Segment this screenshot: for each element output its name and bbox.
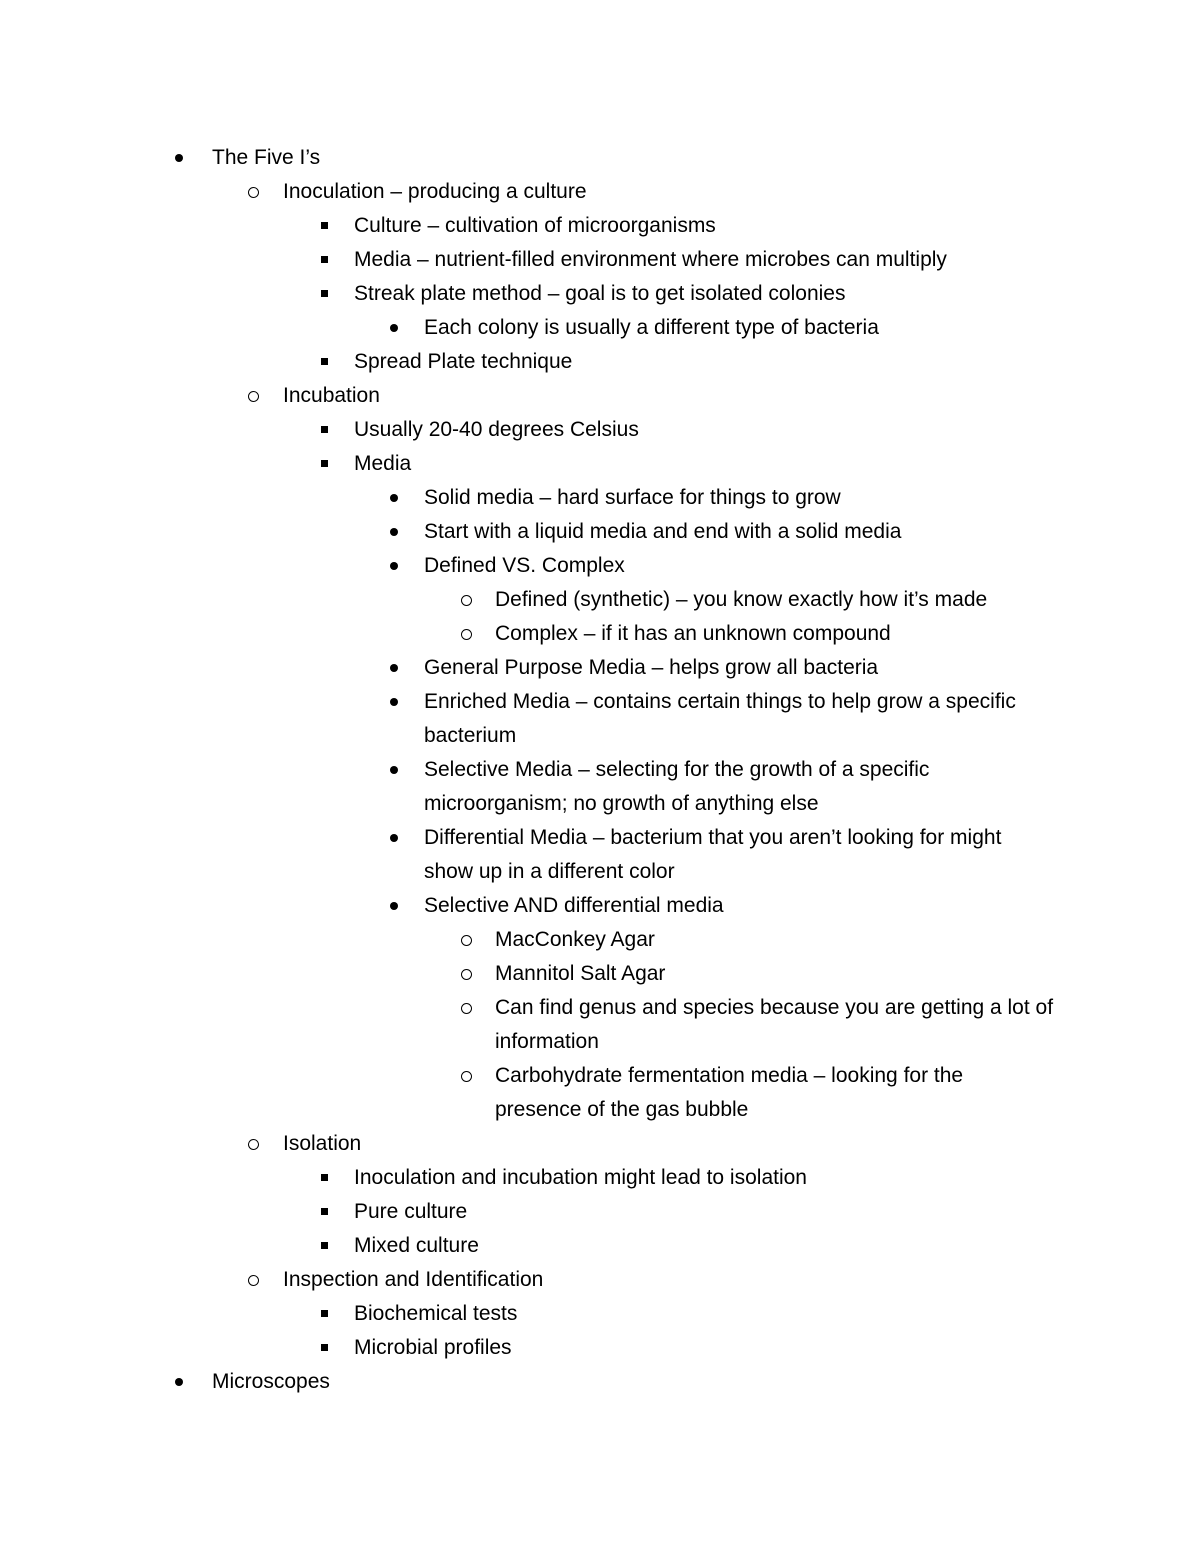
- outline-item-text: Defined (synthetic) – you know exactly how it’s made: [495, 588, 988, 611]
- square-bullet-icon: [320, 447, 340, 481]
- disc-bullet-icon: [388, 753, 408, 787]
- square-bullet-icon: [320, 1331, 340, 1365]
- outline-item-text: Pure culture: [354, 1200, 468, 1223]
- outline-item-text: General Purpose Media – helps grow all bacteria: [424, 656, 879, 679]
- disc-bullet-icon: [173, 141, 193, 175]
- outline-item-text: Inoculation and incubation might lead to isolation: [354, 1166, 807, 1189]
- bulleted-outline: [0, 141, 1200, 1399]
- square-bullet-icon: [320, 413, 340, 447]
- disc-bullet-icon: [173, 1365, 193, 1399]
- outline-item-text: Spread Plate technique: [354, 350, 573, 373]
- outline-item-text: Carbohydrate fermentation media – looking for the presence of the gas bubble: [495, 1064, 964, 1121]
- outline-item: [0, 1229, 1200, 1263]
- outline-item-text: Biochemical tests: [354, 1302, 518, 1325]
- outline-item: [0, 311, 1200, 345]
- outline-item: [0, 515, 1200, 549]
- outline-item-text: Microbial profiles: [354, 1336, 512, 1359]
- disc-bullet-icon: [388, 481, 408, 515]
- outline-item: [0, 447, 1200, 481]
- disc-bullet-icon: [388, 821, 408, 855]
- outline-item: [0, 1161, 1200, 1195]
- outline-item: [0, 991, 1200, 1059]
- outline-item: [0, 345, 1200, 379]
- outline-item-text: The Five I’s: [212, 146, 321, 169]
- outline-item-text: Media: [354, 452, 412, 475]
- outline-item-text: Selective Media – selecting for the growth of a specific microorganism; no growth of anything else: [424, 758, 930, 815]
- outline-item-text: Mannitol Salt Agar: [495, 962, 666, 985]
- circle-bullet-icon: [460, 583, 480, 617]
- circle-bullet-icon: [247, 1127, 267, 1161]
- circle-bullet-icon: [460, 991, 480, 1025]
- circle-bullet-icon: [460, 957, 480, 991]
- disc-bullet-icon: [388, 685, 408, 719]
- outline-item: [0, 141, 1200, 175]
- square-bullet-icon: [320, 243, 340, 277]
- outline-item: [0, 1297, 1200, 1331]
- outline-item: [0, 753, 1200, 821]
- outline-item-text: Differential Media – bacterium that you aren’t looking for might show up in a different color: [424, 826, 1002, 883]
- outline-item-text: Streak plate method – goal is to get isolated colonies: [354, 282, 846, 305]
- disc-bullet-icon: [388, 515, 408, 549]
- disc-bullet-icon: [388, 651, 408, 685]
- outline-item-text: Complex – if it has an unknown compound: [495, 622, 891, 645]
- outline-item: [0, 481, 1200, 515]
- outline-item-text: Start with a liquid media and end with a solid media: [424, 520, 902, 543]
- disc-bullet-icon: [388, 549, 408, 583]
- circle-bullet-icon: [247, 1263, 267, 1297]
- outline-item: [0, 957, 1200, 991]
- circle-bullet-icon: [460, 1059, 480, 1093]
- outline-item-text: Mixed culture: [354, 1234, 479, 1257]
- outline-item-text: MacConkey Agar: [495, 928, 655, 951]
- disc-bullet-icon: [388, 311, 408, 345]
- outline-item: [0, 685, 1200, 753]
- square-bullet-icon: [320, 1229, 340, 1263]
- outline-item: [0, 889, 1200, 923]
- outline-item: [0, 243, 1200, 277]
- circle-bullet-icon: [460, 923, 480, 957]
- outline-item: [0, 175, 1200, 209]
- outline-item-text: Inspection and Identification: [283, 1268, 544, 1291]
- outline-item-text: Culture – cultivation of microorganisms: [354, 214, 716, 237]
- square-bullet-icon: [320, 1195, 340, 1229]
- square-bullet-icon: [320, 277, 340, 311]
- outline-item-text: Microscopes: [212, 1370, 330, 1393]
- outline-item: [0, 549, 1200, 583]
- outline-item-text: Selective AND differential media: [424, 894, 724, 917]
- outline-item-text: Usually 20-40 degrees Celsius: [354, 418, 639, 441]
- outline-item: [0, 583, 1200, 617]
- outline-item-text: Can find genus and species because you are getting a lot of information: [495, 996, 1054, 1053]
- disc-bullet-icon: [388, 889, 408, 923]
- circle-bullet-icon: [247, 175, 267, 209]
- outline-item-text: Media – nutrient-filled environment where microbes can multiply: [354, 248, 947, 271]
- square-bullet-icon: [320, 209, 340, 243]
- circle-bullet-icon: [247, 379, 267, 413]
- outline-item: [0, 1127, 1200, 1161]
- outline-item: [0, 923, 1200, 957]
- outline-item: [0, 617, 1200, 651]
- square-bullet-icon: [320, 345, 340, 379]
- square-bullet-icon: [320, 1297, 340, 1331]
- outline-item: [0, 1263, 1200, 1297]
- outline-item: [0, 651, 1200, 685]
- square-bullet-icon: [320, 1161, 340, 1195]
- outline-item: [0, 1195, 1200, 1229]
- outline-item-text: Enriched Media – contains certain things to help grow a specific bacterium: [424, 690, 1016, 747]
- outline-item: [0, 209, 1200, 243]
- outline-item-text: Solid media – hard surface for things to grow: [424, 486, 841, 509]
- outline-item: [0, 821, 1200, 889]
- outline-item: [0, 1331, 1200, 1365]
- outline-item: [0, 1365, 1200, 1399]
- outline-item: [0, 379, 1200, 413]
- circle-bullet-icon: [460, 617, 480, 651]
- outline-item-text: Defined VS. Complex: [424, 554, 625, 577]
- outline-item: [0, 413, 1200, 447]
- outline-item-text: Each colony is usually a different type of bacteria: [424, 316, 879, 339]
- outline-item: [0, 1059, 1200, 1127]
- outline-item-text: Inoculation – producing a culture: [283, 180, 587, 203]
- outline-item-text: Incubation: [283, 384, 380, 407]
- outline-item: [0, 277, 1200, 311]
- outline-item-text: Isolation: [283, 1132, 362, 1155]
